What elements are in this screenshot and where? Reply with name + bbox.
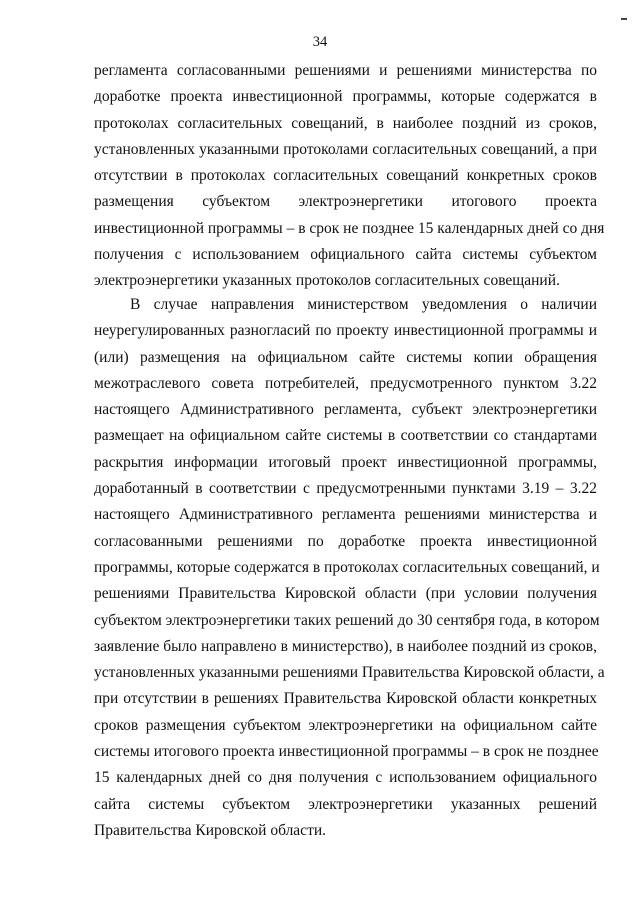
text-line: (или) размещения на официальном сайте системы копии обращения	[94, 348, 597, 366]
page-number: 34	[312, 34, 328, 50]
text-line: сроков размещения субъектом электроэнергетики на официальном сайте	[94, 716, 597, 734]
text-line: отсутствии в протоколах согласительных совещаний конкретных сроков	[94, 167, 597, 185]
text-line: протоколах согласительных совещаний, в наиболее поздний из сроков,	[94, 114, 597, 132]
text-line: раскрытия информации итоговый проект инвестиционной программы,	[94, 453, 597, 471]
scan-mark	[621, 18, 627, 20]
paragraph-main	[94, 292, 605, 844]
text-line: установленных указанными протоколами согласительных совещаний, а при	[94, 140, 597, 158]
text-line: заявление было направлено в министерство), в наиболее поздний из сроков,	[94, 637, 597, 655]
text-line: 15 календарных дней со дня получения с использованием официального	[94, 769, 597, 787]
text-line: системы итогового проекта инвестиционной программы – в срок не позднее	[94, 743, 599, 761]
text-line: Правительства Кировской области.	[94, 821, 327, 839]
text-line: электроэнергетики указанных протоколов согласительных совещаний.	[94, 272, 560, 290]
text-line: сайта системы субъектом электроэнергетики указанных решений	[94, 795, 597, 813]
text-line: программы, которые содержатся в протоколах согласительных совещаний, и	[94, 558, 600, 576]
text-line: настоящего Административного регламента решениями министерства и	[94, 506, 597, 524]
text-line: неурегулированных разногласий по проекту инвестиционной программы и	[94, 322, 597, 340]
text-line: межотраслевого совета потребителей, предусмотренного пунктом 3.22	[94, 374, 597, 392]
text-line: доработанный в соответствии с предусмотренными пунктами 3.19 – 3.22	[94, 480, 597, 498]
text-line: размещает на официальном сайте системы в соответствии со стандартами	[94, 427, 597, 445]
text-line: В случае направления министерством уведомления о наличии	[130, 296, 597, 313]
text-line: регламента согласованными решениями и решениями министерства по	[94, 62, 597, 79]
text-line: субъектом электроэнергетики таких решений до 30 сентября года, в котором	[94, 611, 600, 629]
text-line: доработке проекта инвестиционной программы, которые содержатся в	[94, 88, 597, 106]
paragraph-continuation	[94, 58, 605, 295]
text-line: получения с использованием официального сайта системы субъектом	[94, 246, 597, 264]
text-line: настоящего Административного регламента, субъект электроэнергетики	[94, 401, 597, 419]
text-line: решениями Правительства Кировской области (при условии получения	[94, 585, 597, 603]
text-line: инвестиционной программы – в срок не позднее 15 календарных дней со дня	[94, 219, 605, 237]
text-line: установленных указанными решениями Правительства Кировской области, а	[94, 664, 605, 682]
text-line: согласованными решениями по доработке проекта инвестиционной	[94, 532, 597, 550]
text-line: при отсутствии в решениях Правительства Кировской области конкретных	[94, 690, 597, 708]
text-line: размещения субъектом электроэнергетики итогового проекта	[94, 193, 597, 211]
